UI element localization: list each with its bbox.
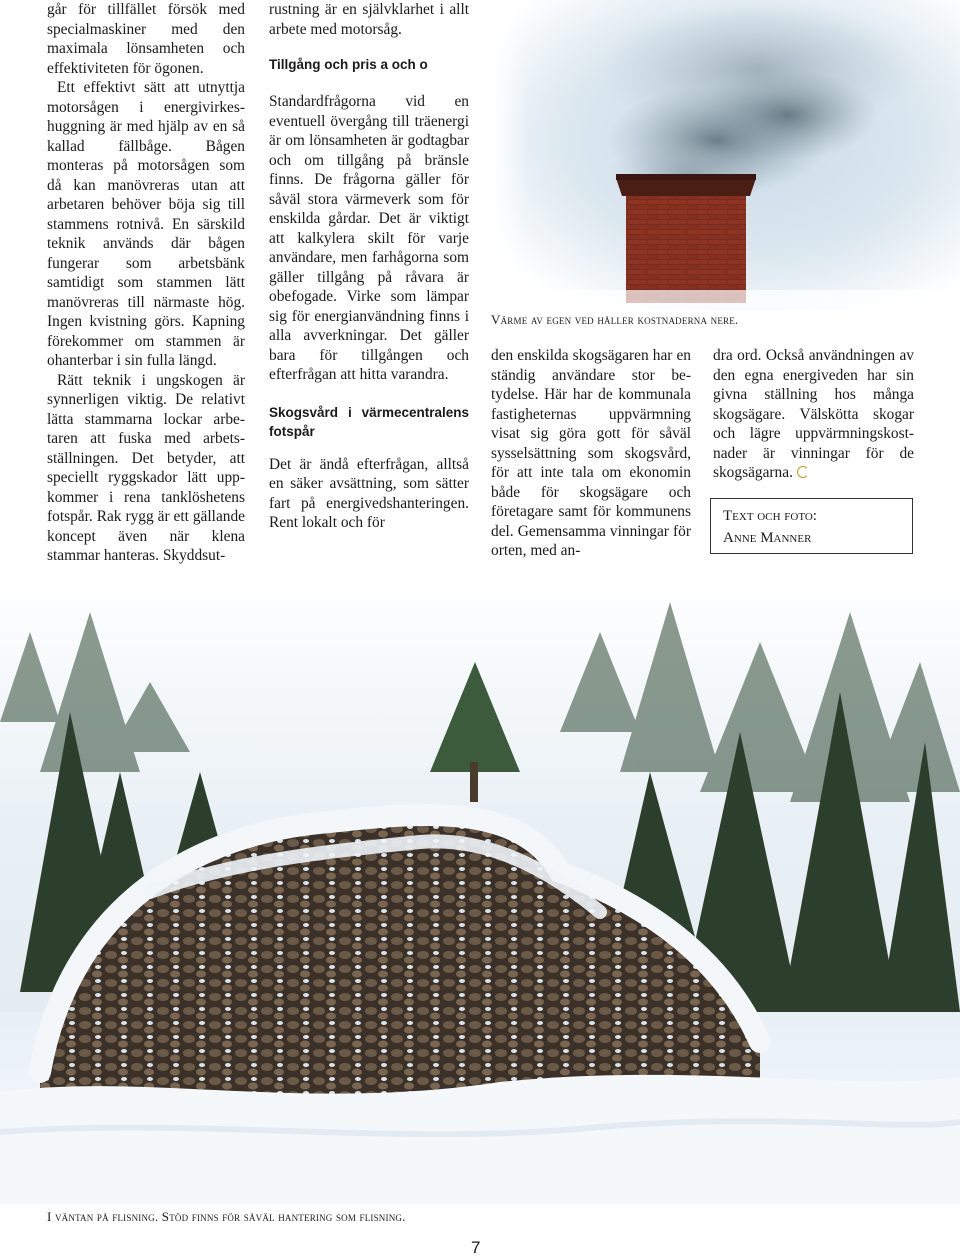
col1-paragraph-1: går för tillfället försök med specialmaskiner med den maximala lönsamheten och effektiviteten för ögonen. bbox=[47, 1, 245, 77]
chimney-caption: Värme av egen ved håller kostnaderna nere. bbox=[491, 312, 739, 327]
section-heading-supply: Tillgång och pris a och o bbox=[269, 57, 428, 72]
column-2 bbox=[269, 0, 469, 533]
byline-author: Anne Manner bbox=[723, 530, 812, 546]
column-3 bbox=[491, 346, 691, 561]
col2-paragraph-2: Det är ändå efterfrågan, alltså en säker avsättning, som sätter fart på energivedshanteringen. Rent lokalt och för bbox=[269, 455, 469, 531]
col4-paragraph bbox=[713, 346, 914, 483]
column-1 bbox=[47, 0, 245, 566]
byline-box bbox=[710, 498, 913, 554]
column-4 bbox=[713, 346, 914, 483]
page-number: 7 bbox=[471, 1238, 481, 1257]
col2-intro: rustning är en självklarhet i allt arbete med motorsåg. bbox=[269, 1, 469, 38]
col2-paragraph-1: Standardfrågorna vid en eventuell övergång till träenergi är om lönsamheten är godtagbar och om tillgång på bränsle finns. De frågorna gäller för såväl stora värmeverk som för enskilda gårdar. Det är viktigt att kalkylera skilt för varje användare, men farhågorna som gäller tillgång på råvara är obefogade. Virke som lämpar sig för energianvändning finns i alla avverkningar. Det gäller bara för tillgången och efterfrågan att hitta varandra. bbox=[269, 93, 469, 383]
woodpile-caption: I väntan på flisning. Stöd finns för såväl hantering som flisning. bbox=[47, 1209, 406, 1224]
col4-text: dra ord. Också användningen av den egna energiveden har sin givna ställning hos många skogsägare. Välskötta skogar och lägre uppvärmningskostnader är vinningar för de skogsägarna. bbox=[713, 347, 914, 481]
byline-label: Text och foto: bbox=[723, 508, 817, 524]
col1-paragraph-2: Ett effektivt sätt att utnyttja motorsågen i energivirkeshuggning är med hjälp av en så kallad fällbåge. Bågen monteras på motorsågen som då kan manövreras utan att arbetaren behöver böja sig till stammens rotnivå. En särskild teknik används där bågen fungerar som arbetsbänk samtidigt som stammen lätt manövreras till närmaste hög. Ingen kvistning görs. Kapning förekommer om stammen är ohanterbar i sin fulla längd. bbox=[47, 79, 245, 369]
col3-paragraph: den enskilda skogsägaren har en ständig användare stor betydelse. Här har de kommunala fastigheternas uppvärmning visat sig göra gott för såväl sysselsättning som skogsvård, för att inte tala om ekonomin både för skogsägare och företagare samt för kommunens del. Gemensamma vinningar för orten, med an- bbox=[491, 347, 691, 559]
chimney-photo bbox=[488, 0, 960, 310]
woodpile-photo bbox=[0, 572, 960, 1204]
section-heading-forestry: Skogsvård i värmecentralens fotspår bbox=[269, 404, 469, 439]
end-mark-icon bbox=[797, 466, 809, 478]
chimney-image bbox=[488, 0, 960, 310]
woodpile-image bbox=[0, 572, 960, 1204]
col1-paragraph-3: Rätt teknik i ungskogen är synnerligen viktig. De relativt lätta stammarna lockar arbetaren att fuska med arbetsställningen. Det betyder, att speciellt ryggskador lätt uppkommer i rena tanklöshetens fotspår. Rak rygg är ett gällande koncept även när klena stammar hanteras. Skyddsut- bbox=[47, 371, 245, 564]
